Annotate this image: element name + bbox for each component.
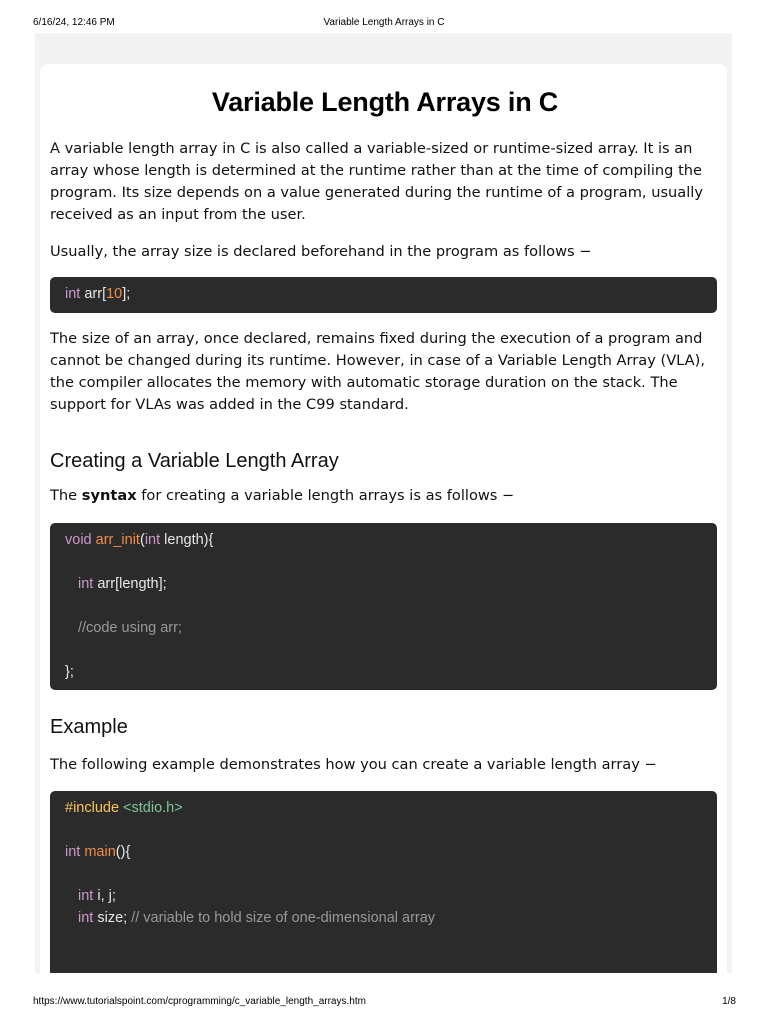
code-line: void arr_init(int length){ [65, 532, 214, 548]
code-line: #include <stdio.h> [65, 800, 183, 816]
code-line: }; [65, 664, 74, 680]
code-line: int i, j; [78, 888, 116, 904]
example-paragraph: The following example demonstrates how you can create a variable length array − [50, 756, 657, 773]
declaration-intro-paragraph: Usually, the array size is declared beforehand in the program as follows − [50, 243, 592, 260]
article-title: Variable Length Arrays in C [211, 87, 559, 117]
article-card [40, 64, 727, 973]
print-header [0, 17, 768, 29]
fixed-size-paragraph: The size of an array, once declared, remains fixed during the execution of a program and cannot be changed during its runtime. However, in case of a Variable Length Array (VLA), the compiler allocates the memory with automatic storage duration on the stack. The support for VLAs was added in the C99 standard. [50, 330, 705, 413]
section-heading-creating-vla: Creating a Variable Length Array [50, 450, 339, 472]
intro-paragraph: A variable length array in C is also called a variable-sized or runtime-sized array. It is an array whose length is determined at the runtime rather than at the time of compiling the program. Its size depends on a value generated during the runtime of a program, usually received as an input from the user. [50, 140, 703, 223]
code-block-declaration[interactable] [50, 277, 717, 313]
code-line: int main(){ [65, 844, 131, 860]
print-date: 6/16/24, 12:46 PM [33, 17, 115, 28]
print-footer [0, 996, 768, 1008]
code-comment-line: //code using arr; [78, 620, 182, 636]
code-line: int size; // variable to hold size of one-dimensional array [78, 910, 436, 926]
syntax-paragraph: The syntax for creating a variable length arrays is as follows − [50, 487, 515, 504]
code-line: int arr[length]; [78, 576, 167, 592]
code-line: int arr[10]; [65, 286, 131, 302]
code-block-example[interactable] [50, 791, 717, 973]
print-page-title: Variable Length Arrays in C [323, 17, 445, 28]
page-background [35, 33, 732, 973]
print-url: https://www.tutorialspoint.com/cprogramming/c_variable_length_arrays.htm [33, 996, 366, 1007]
section-heading-example: Example [50, 716, 128, 738]
code-block-syntax[interactable] [50, 523, 717, 690]
syntax-bold: syntax [81, 487, 137, 504]
print-page-number: 1/8 [722, 996, 736, 1007]
